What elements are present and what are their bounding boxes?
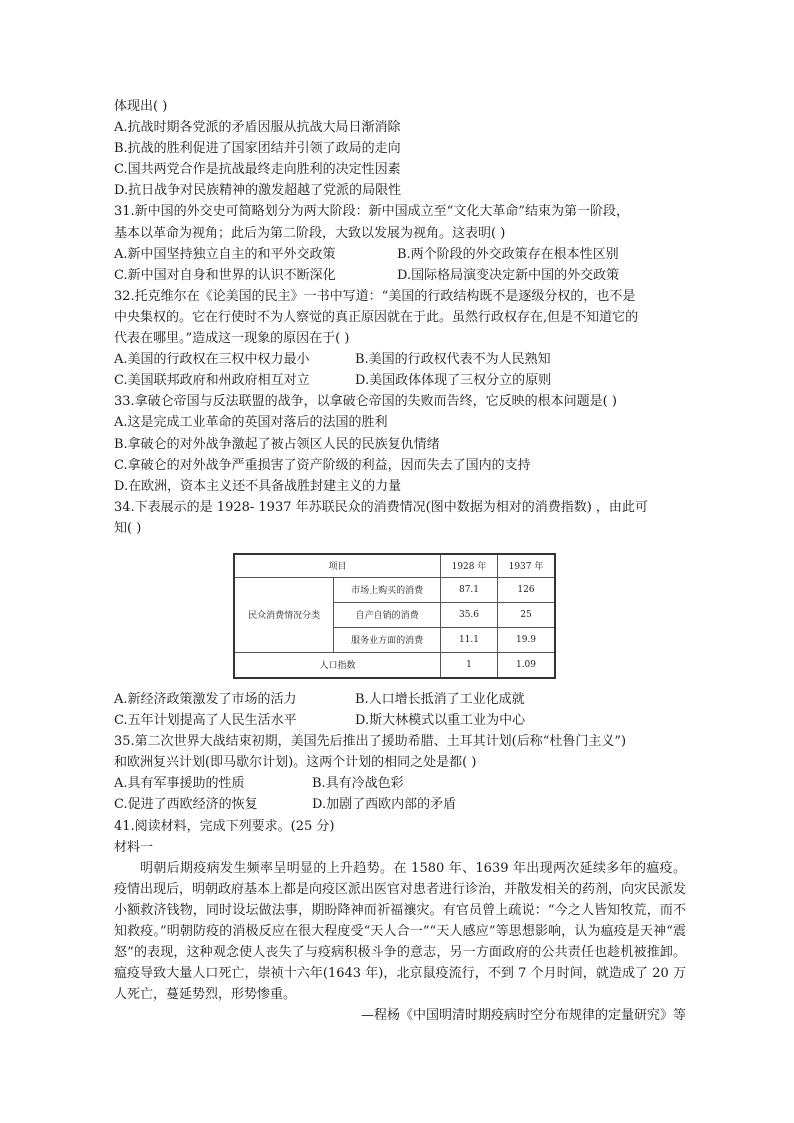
q31-options-row [114, 244, 686, 265]
q30-stem-tail: 体现出( ) [114, 99, 168, 114]
table-cell-value: 1 [441, 652, 498, 678]
table-cell-value: 35.6 [441, 602, 498, 627]
table-header-1937: 1937 年 [498, 554, 556, 578]
table-row [234, 577, 555, 602]
table-cell-value: 126 [498, 577, 556, 602]
q32-option-c: C.美国联邦政府和州政府相互对立 [114, 373, 310, 389]
q31-option-d: D.国际格局演变决定新中国的外交政策 [397, 267, 620, 283]
q34-option-a: A.新经济政策激发了市场的活力 [114, 691, 297, 707]
table-cell-value: 87.1 [441, 577, 498, 602]
material-label: 材料一 [114, 839, 154, 855]
table-cell-value: 25 [498, 602, 556, 627]
q35-option-c: C.促进了西欧经济的恢复 [114, 797, 258, 813]
q34-options-row [114, 689, 686, 710]
q34-option-b: B.人口增长抵消了工业化成就 [355, 691, 525, 707]
q32-option-b: B.美国的行政权代表不为人民熟知 [355, 352, 551, 368]
table-header-row [234, 554, 555, 578]
q31-stem-line: 基本以革命为视角；此后为第二阶段，大致以发展为视角。这表明( ) [114, 225, 506, 241]
q32-option-d: D.美国政体体现了三权分立的原则 [355, 373, 552, 389]
q31-stem-line: 31.新中国的外交史可简略划分为两大阶段：新中国成立至“文化大革命”结束为第一阶段， [114, 204, 629, 220]
table-cell-category: 服务业方面的消费 [334, 627, 441, 652]
q32-stem-line: 32.托克维尔在《论美国的民主》一书中写道：“美国的行政结构既不是逐级分权的，也不是 [114, 288, 636, 304]
q34-stem-line: 知( ) [114, 520, 142, 536]
q33-option-a: A.这是完成工业革命的英国对落后的法国的胜利 [114, 415, 388, 431]
material-paragraph: 明朝后期疫病发生频率呈明显的上升趋势。在 1580 年、1639 年出现两次延续多年的瘟疫。疫情出现后，明朝政府基本上都是向疫区派出医官对患者进行诊治，并散发相关的药剂，向灾民派发小额救济钱物，同时设坛做法事，期盼降神而祈福禳灾。有官员曾上疏说：“今之人皆知牧荒，而不知救疫。”明朝防疫的消极反应在很大程度受“天人合一”“天人感应”等思想影响，认为瘟疫是天神“震怒”的表现，这种观念使人丧失了与疫病积极斗争的意志，另一方面政府的公共责任也趁机被推卸。瘟疫导致大量人口死亡，崇祯十六年(1643 年)，北京鼠疫流行，不到 7 个月时间，就造成了 20 万人死亡，蔓延势烈，形势惨重。 [114, 860, 687, 1003]
q32-options-row [114, 370, 686, 391]
q30-option-c: C.国共两党合作是抗战最终走向胜利的决定性因素 [114, 162, 401, 178]
q35-stem-line: 和欧洲复兴计划(即马歇尔计划)。这两个计划的相同之处是都( ) [114, 755, 477, 771]
q35-options-row [114, 773, 686, 794]
consumption-table-wrap [233, 553, 686, 679]
q33-stem-line: 33.拿破仑帝国与反法联盟的战争，以拿破仑帝国的失败而告终，它反映的根本问题是( ) [114, 394, 617, 410]
q34-options-row [114, 710, 686, 731]
q32-stem-line: 代表在哪里。”造成这一现象的原因在于( ) [114, 331, 350, 347]
table-group-label: 民众消费情况分类 [234, 577, 334, 652]
q35-option-a: A.具有军事援助的性质 [114, 776, 245, 792]
table-cell-category: 人口指数 [234, 652, 441, 678]
q32-options-row [114, 349, 686, 370]
q33-option-b: B.拿破仑的对外战争激起了被占领区人民的民族复仇情绪 [114, 436, 440, 452]
q41-stem: 41.阅读材料，完成下列要求。(25 分) [114, 818, 335, 834]
q34-option-c: C.五年计划提高了人民生活水平 [114, 713, 297, 729]
material-source: —程杨《中国明清时期疫病时空分布规律的定量研究》等 [360, 1008, 686, 1024]
q35-options-row [114, 794, 686, 815]
q34-option-d: D.斯大林模式以重工业为中心 [355, 713, 526, 729]
exam-page [114, 96, 686, 1026]
table-cell-category: 市场上购买的消费 [334, 577, 441, 602]
table-cell-value: 1.09 [498, 652, 556, 678]
table-header-1928: 1928 年 [441, 554, 498, 578]
q33-option-c: C.拿破仑的对外战争严重损害了资产阶级的利益，因而失去了国内的支持 [114, 457, 531, 473]
q34-stem-line: 34.下表展示的是 1928- 1937 年苏联民众的消费情况(图中数据为相对的消费指数) ，由此可 [114, 499, 648, 515]
table-row-population [234, 652, 555, 678]
q32-option-a: A.美国的行政权在三权中权力最小 [114, 352, 310, 368]
consumption-table [233, 553, 556, 679]
q35-option-b: B.具有冷战色彩 [312, 776, 404, 792]
q31-options-row [114, 265, 686, 286]
table-cell-value: 19.9 [498, 627, 556, 652]
q30-option-b: B.抗战的胜利促进了国家团结并引领了政局的走向 [114, 141, 401, 157]
table-header-item: 项目 [234, 554, 441, 578]
q35-stem-line: 35.第二次世界大战结束初期，美国先后推出了援助希腊、土耳其计划(后称“杜鲁门主义”) [114, 734, 627, 750]
q35-option-d: D.加剧了西欧内部的矛盾 [312, 797, 457, 813]
table-cell-value: 11.1 [441, 627, 498, 652]
table-cell-category: 自产自销的消费 [334, 602, 441, 627]
q30-option-d: D.抗日战争对民族精神的激发超越了党派的局限性 [114, 183, 402, 199]
q30-option-a: A.抗战时期各党派的矛盾因服从抗战大局日渐消除 [114, 120, 401, 136]
q33-option-d: D.在欧洲，资本主义还不具备战胜封建主义的力量 [114, 478, 402, 494]
q31-option-b: B.两个阶段的外交政策存在根本性区别 [397, 246, 619, 262]
q31-option-a: A.新中国坚持独立自主的和平外交政策 [114, 246, 336, 262]
q32-stem-line: 中央集权的。它在行使时不为人察觉的真正原因就在于此。虽然行政权存在,但是不知道它的 [114, 309, 639, 325]
q31-option-c: C.新中国对自身和世界的认识不断深化 [114, 267, 336, 283]
